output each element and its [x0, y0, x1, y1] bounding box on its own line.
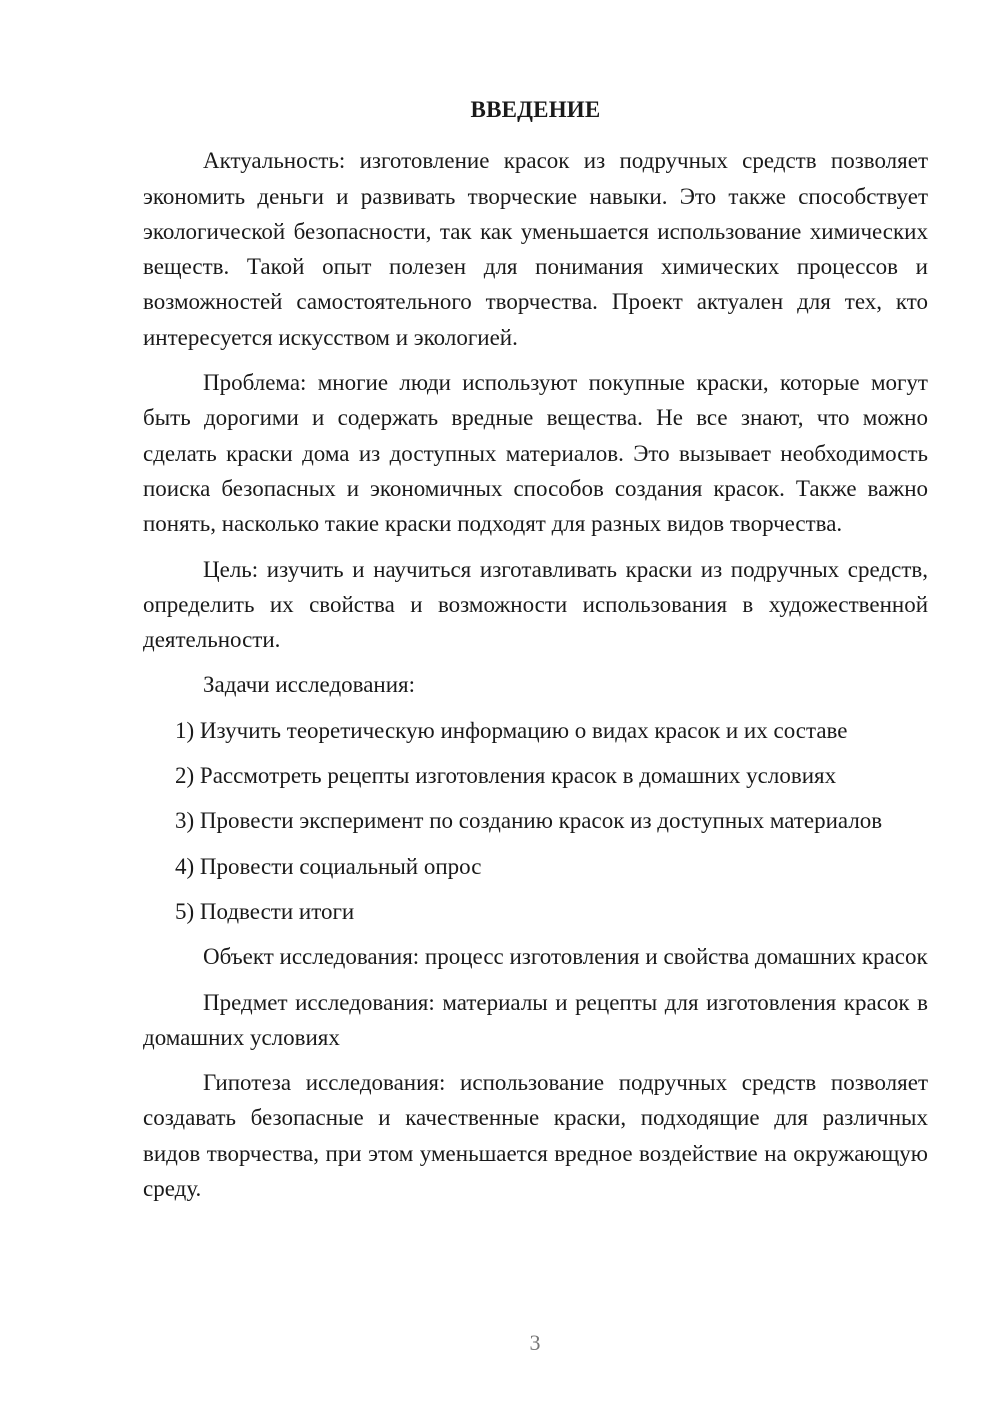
paragraph-object: Объект исследования: процесс изготовления и свойства домашних красок: [203, 944, 928, 970]
page-number: 3: [529, 1330, 541, 1355]
task-item-5: 5) Подвести итоги: [175, 898, 355, 924]
paragraph-hypothesis: Гипотеза исследования: использование подручных средств позволяет создавать безопасные и качественные краски, подходящие для различных видов творчества, при этом уменьшается вредное воздействие на окружающую среду.: [143, 1070, 928, 1202]
task-item-3: 3) Провести эксперимент по созданию красок из доступных материалов: [175, 808, 883, 834]
paragraph-relevance: Актуальность: изготовление красок из подручных средств позволяет экономить деньги и развивать творческие навыки. Это также способствует экологической безопасности, так как уменьшается использование химических веществ. Такой опыт полезен для понимания химических процессов и возможностей самостоятельного творчества. Проект актуален для тех, кто интересуется искусством и экологией.: [143, 148, 928, 350]
page-title: ВВЕДЕНИЕ: [470, 97, 601, 122]
paragraph-subject: Предмет исследования: материалы и рецепты для изготовления красок в домашних условиях: [143, 989, 928, 1050]
tasks-heading: Задачи исследования:: [203, 672, 416, 698]
paragraph-problem: Проблема: многие люди используют покупные краски, которые могут быть дорогими и содержать вредные вещества. Не все знают, что можно сделать краски дома из доступных материалов. Это вызывает необходимость поиска безопасных и экономичных способов создания красок. Также важно понять, насколько такие краски подходят для разных видов творчества.: [143, 370, 928, 537]
page-content: [143, 92, 928, 1216]
task-item-2: 2) Рассмотреть рецепты изготовления красок в домашних условиях: [175, 763, 837, 789]
task-item-4: 4) Провести социальный опрос: [175, 853, 482, 879]
paragraph-goal: Цель: изучить и научиться изготавливать краски из подручных средств, определить их свойства и возможности использования в художественной деятельности.: [143, 556, 928, 653]
task-item-1: 1) Изучить теоретическую информацию о видах красок и их составе: [175, 717, 848, 743]
